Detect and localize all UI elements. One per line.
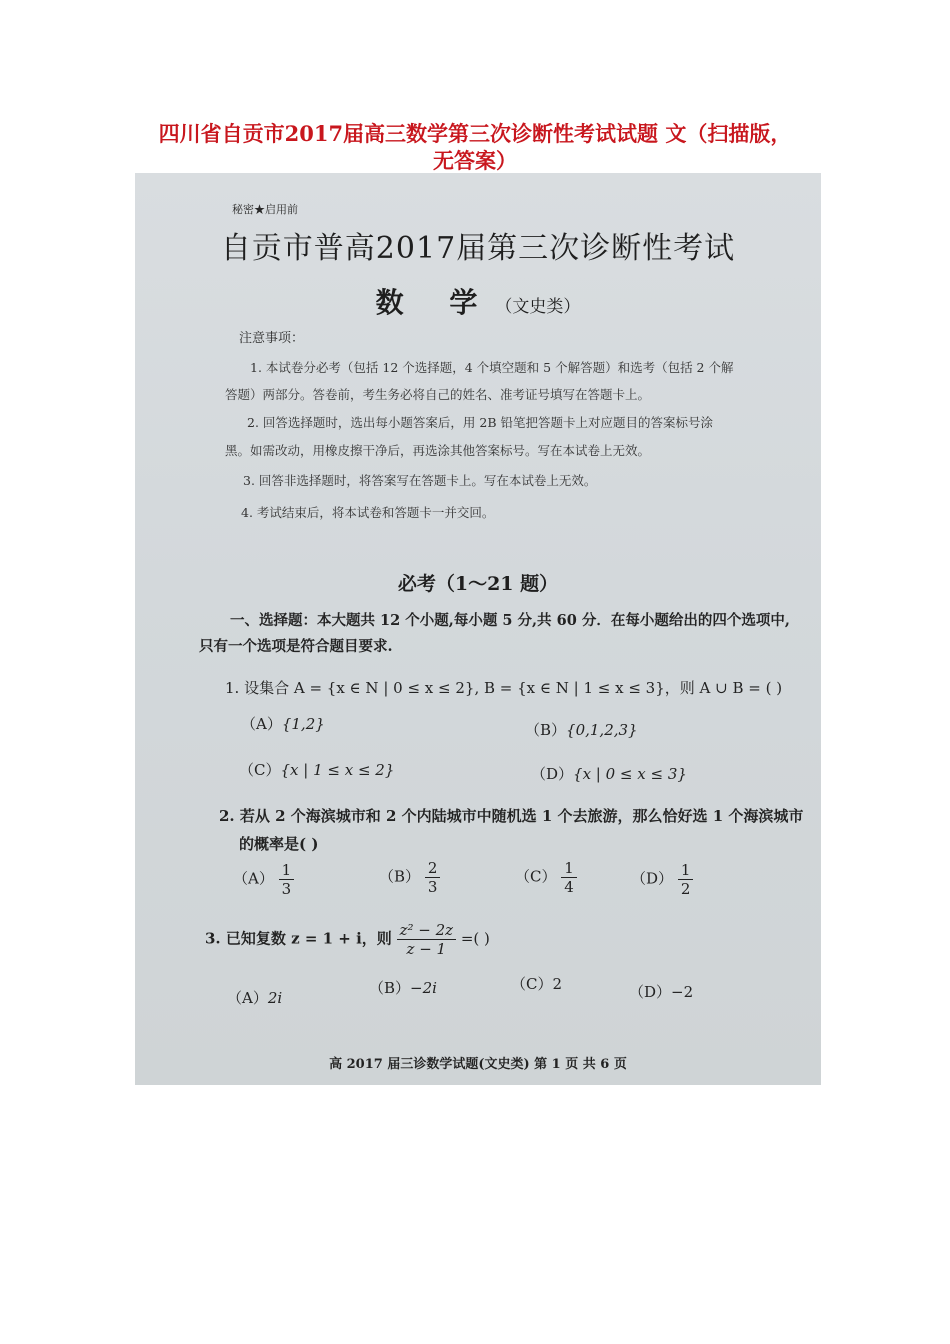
note-line: 2. 回答选择题时，选出每小题答案后，用 2B 铅笔把答题卡上对应题目的答案标号涂 [247, 415, 713, 430]
note-line: 黑。如需改动，用橡皮擦干净后，再选涂其他答案标号。写在本试卷上无效。 [225, 443, 651, 458]
note-line: 4. 考试结束后，将本试卷和答题卡一并交回。 [241, 505, 495, 520]
option-label: （D） [631, 869, 674, 888]
option-value: {1,2} [281, 715, 325, 733]
option-label: （A） [233, 869, 274, 888]
exam-subject [135, 281, 821, 321]
scanned-exam-page [135, 173, 821, 1085]
option-label: （C） [515, 867, 557, 886]
fraction [279, 861, 295, 898]
q3-option-c [511, 973, 562, 994]
option-label: （A） [227, 989, 268, 1007]
option-label: （D） [629, 983, 672, 1001]
numerator: 1 [678, 861, 694, 880]
subject-type: （文史类） [495, 297, 581, 317]
option-label: （B） [525, 721, 567, 739]
q2-option-b [379, 859, 440, 896]
option-value: −2i [410, 979, 437, 997]
subject-name: 数 学 [375, 286, 496, 319]
option-value: {x | 0 ≤ x ≤ 3} [573, 765, 687, 783]
option-value: 2i [267, 989, 283, 1007]
confidential-mark: 秘密★启用前 [232, 203, 298, 216]
question-3-stem [205, 921, 490, 958]
numerator: z² − 2z [397, 921, 456, 940]
q1-option-a [241, 713, 325, 734]
numerator: 1 [561, 859, 577, 878]
option-label: （B） [369, 979, 411, 997]
denominator: z − 1 [406, 940, 447, 958]
question-2-stem: 的概率是( ) [239, 835, 319, 853]
option-value: −2 [671, 983, 694, 1001]
q3-option-a [227, 987, 282, 1008]
option-value: {0,1,2,3} [566, 721, 638, 739]
option-label: （D） [531, 765, 574, 783]
section-intro: 只有一个选项是符合题目要求. [199, 638, 393, 655]
document-title-line-1: 四川省自贡市2017届高三数学第三次诊断性考试试题 文（扫描版， [158, 121, 792, 146]
section-heading: 必考（1～21 题） [397, 573, 559, 595]
stem-text: 3. 已知复数 z = 1 + i，则 [205, 929, 392, 948]
q1-option-d [531, 763, 687, 784]
numerator: 1 [279, 861, 295, 880]
q2-option-a [233, 861, 294, 898]
note-line: 答题）两部分。答卷前，考生务必将自己的姓名、准考证号填写在答题卡上。 [225, 387, 651, 402]
q1-option-c [239, 759, 394, 780]
denominator: 4 [564, 878, 574, 896]
option-label: （A） [241, 715, 282, 733]
denominator: 2 [680, 880, 691, 898]
fraction [561, 859, 577, 896]
option-value: 2 [552, 975, 563, 993]
q2-option-c [515, 859, 577, 896]
notes-heading: 注意事项： [239, 331, 305, 346]
q2-option-d [631, 861, 693, 898]
q3-option-d [629, 981, 693, 1002]
option-value: {x | 1 ≤ x ≤ 2} [280, 761, 395, 779]
numerator: 2 [425, 859, 441, 878]
section-intro: 一、选择题：本大题共 12 个小题,每小题 5 分,共 60 分．在每小题给出的四个选项中, [230, 612, 790, 629]
exam-name: 自贡市普高2017届第三次诊断性考试 [220, 231, 736, 266]
option-label: （C） [239, 761, 281, 779]
note-line: 1. 本试卷分必考（包括 12 个选择题，4 个填空题和 5 个解答题）和选考（包括 2 个解 [250, 360, 734, 375]
fraction [425, 859, 441, 896]
option-label: （C） [511, 975, 553, 993]
note-line: 3. 回答非选择题时，将答案写在答题卡上。写在本试卷上无效。 [243, 473, 597, 488]
document-title [120, 120, 830, 174]
denominator: 3 [281, 880, 292, 898]
option-label: （B） [379, 867, 421, 886]
fraction [397, 921, 456, 958]
q1-option-b [525, 719, 638, 740]
q3-option-b [369, 977, 437, 998]
stem-text: =( ) [460, 929, 490, 948]
question-2-stem: 2. 若从 2 个海滨城市和 2 个内陆城市中随机选 1 个去旅游，那么恰好选 1 个海滨城市 [219, 807, 804, 825]
question-1-stem: 1. 设集合 A = {x ∈ N | 0 ≤ x ≤ 2}, B = {x ∈ N | 1 ≤ x ≤ 3}，则 A ∪ B = ( ) [225, 679, 783, 697]
document-title-line-2: 无答案） [433, 148, 517, 173]
fraction [678, 861, 694, 898]
denominator: 3 [427, 878, 438, 896]
page-footer: 高 2017 届三诊数学试题(文史类) 第 1 页 共 6 页 [329, 1057, 627, 1072]
